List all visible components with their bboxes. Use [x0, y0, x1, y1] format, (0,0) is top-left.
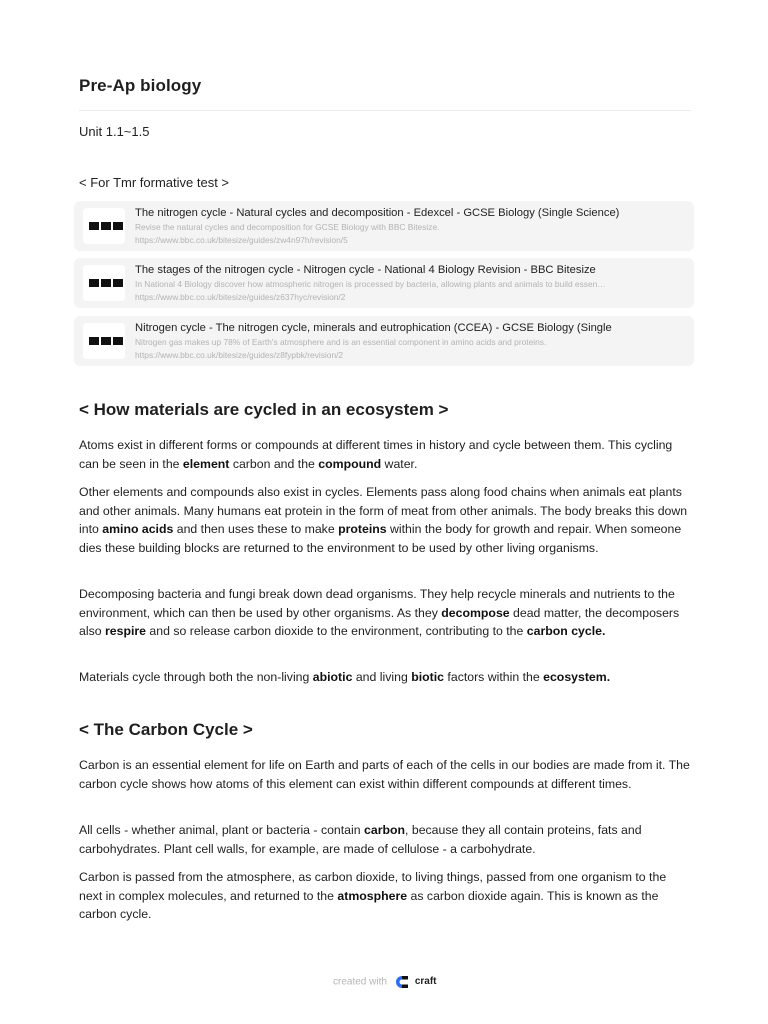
link-card[interactable]: [74, 316, 694, 366]
bold-term: compound: [318, 456, 382, 471]
link-url: https://www.bbc.co.uk/bitesize/guides/z8fypbk/revision/2: [135, 350, 344, 360]
text-run: Carbon is passed from the atmosphere, as carbon dioxide, to living things, passed from one organism to the next in complex molecules, and returned to the: [79, 870, 667, 903]
craft-brand-name: craft: [414, 976, 437, 988]
bold-term: ecosystem.: [543, 670, 611, 684]
text-run: as carbon dioxide again. This is known as the carbon cycle.: [79, 888, 659, 922]
paragraph: [79, 483, 691, 557]
text-run: factors within the: [444, 670, 544, 684]
bold-term: element: [182, 456, 230, 471]
bbc-logo-icon: [83, 323, 125, 359]
link-title[interactable]: Nitrogen cycle - The nitrogen cycle, minerals and eutrophication (CCEA) - GCSE Biology (Single: [135, 322, 612, 334]
text-run: within the body for growth and repair. When someone dies these building blocks are returned to the environment to be used by other living organisms.: [79, 522, 682, 555]
text-run: Carbon is an essential element for life on Earth and parts of each of the cells in our bodies are made from it. The carbon cycle shows how atoms of this element can exist within different compounds at different times.: [79, 758, 690, 791]
unit-label: Unit 1.1~1.5: [79, 124, 150, 139]
text-run: Other elements and compounds also exist in cycles. Elements pass along food chains when animals eat plants and other animals. Many humans eat protein in the form of meat from other animals. The body breaks this down into: [79, 485, 688, 537]
link-description: Nitrogen gas makes up 78% of Earth's atmosphere and is an essential component in amino acids and proteins.: [135, 337, 547, 347]
section-heading-materials-cycle: < How materials are cycled in an ecosystem >: [79, 400, 449, 419]
paragraph: [79, 668, 691, 687]
bold-term: biotic: [411, 670, 445, 684]
link-description: Revise the natural cycles and decomposition for GCSE Biology with BBC Bitesize.: [135, 222, 440, 232]
text-run: carbon and the: [229, 456, 319, 471]
page-title: Pre-Ap biology: [79, 76, 202, 95]
link-url: https://www.bbc.co.uk/bitesize/guides/zw4n97h/revision/5: [135, 235, 348, 245]
paragraph: [79, 436, 691, 473]
bold-term: amino acids: [102, 522, 174, 537]
link-title[interactable]: The nitrogen cycle - Natural cycles and decomposition - Edexcel - GCSE Biology (Single Science): [135, 207, 620, 219]
text-run: , because they all contain proteins, fats and carbohydrates. Plant cell walls, for example, are made of cellulose - a carbohydrate.: [79, 823, 642, 856]
title-divider: [79, 110, 691, 111]
text-run: Atoms exist in different forms or compounds at different times in history and cycle between them. This cycling can be seen in the: [79, 438, 673, 471]
link-card[interactable]: [74, 258, 694, 308]
link-title[interactable]: The stages of the nitrogen cycle - Nitrogen cycle - National 4 Biology Revision - BBC Bitesize: [135, 264, 596, 276]
formative-test-heading: < For Tmr formative test >: [79, 175, 230, 190]
paragraph: [79, 821, 691, 858]
text-run: All cells - whether animal, plant or bacteria - contain: [79, 823, 365, 837]
bold-term: carbon cycle.: [526, 624, 606, 639]
text-run: Decomposing bacteria and fungi break down dead organisms. They help recycle minerals and nutrients to the environment, which can then be used by other organisms. As they: [79, 587, 675, 620]
text-run: water.: [381, 456, 418, 471]
text-run: Materials cycle through both the non-living: [79, 670, 313, 684]
paragraph: [79, 868, 691, 924]
link-url: https://www.bbc.co.uk/bitesize/guides/z637hyc/revision/2: [135, 292, 346, 302]
link-card[interactable]: [74, 201, 694, 251]
link-description: In National 4 Biology discover how atmospheric nitrogen is processed by bacteria, allowing plants and animals to build essen…: [135, 279, 606, 289]
bbc-logo-icon: [83, 208, 125, 244]
bold-term: carbon: [364, 823, 406, 837]
bold-term: proteins: [338, 522, 387, 537]
paragraph: [79, 756, 691, 793]
text-run: and then uses these to make: [173, 522, 339, 537]
bold-term: decompose: [441, 605, 510, 620]
text-run: and living: [352, 670, 412, 684]
text-run: and so release carbon dioxide to the environment, contributing to the: [146, 624, 527, 639]
created-with-craft-footer[interactable]: [333, 973, 437, 989]
section-heading-carbon-cycle: < The Carbon Cycle >: [79, 720, 253, 739]
bold-term: abiotic: [312, 670, 353, 684]
craft-logo-icon: [395, 975, 409, 989]
text-run: dead matter, the decomposers also: [79, 605, 680, 639]
bold-term: respire: [104, 624, 147, 639]
bbc-logo-icon: [83, 265, 125, 301]
bold-term: atmosphere: [337, 888, 408, 903]
paragraph: [79, 585, 691, 641]
footer-label: created with: [333, 976, 387, 988]
